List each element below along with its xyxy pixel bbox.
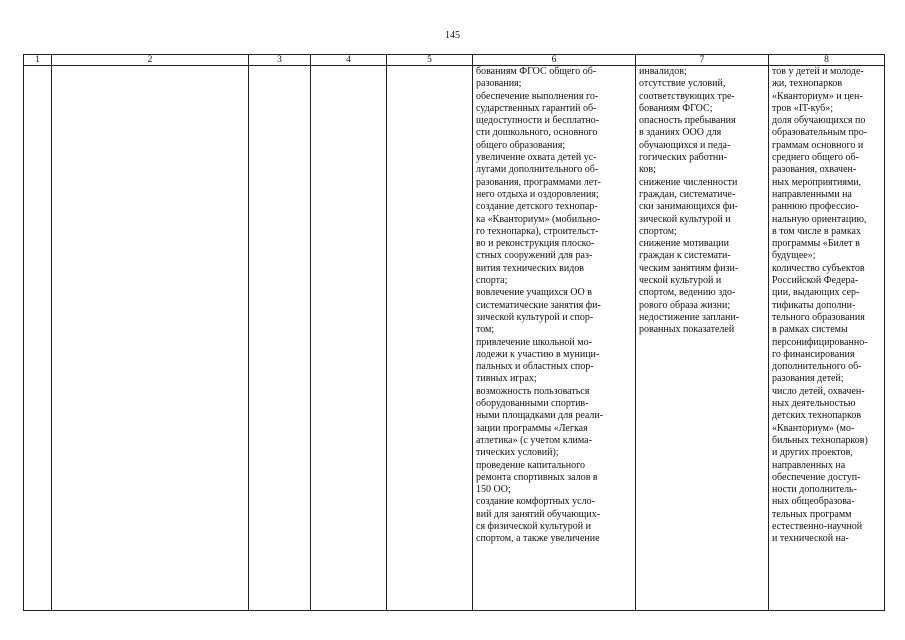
text-line: спортом, а также увеличение <box>476 533 600 545</box>
text-line: раннюю профессио- <box>772 201 859 213</box>
text-line: ными площадками для реали- <box>476 410 604 422</box>
text-line: привлечение школьной мо- <box>476 336 592 348</box>
text-line: систематические занятия фи- <box>476 299 601 311</box>
text-line: тров «IT-куб»; <box>772 102 834 114</box>
cell-col3 <box>249 66 311 611</box>
text-line: ции, выдающих сер- <box>772 287 860 299</box>
text-line: спортом, ведению здо- <box>639 287 736 299</box>
cell-col8 <box>769 66 885 611</box>
text-line: го финансирования <box>772 348 855 360</box>
column-header-3: 3 <box>249 55 311 66</box>
text-line: зической культурой и <box>639 213 731 225</box>
text-line: нальную ориентацию, <box>772 213 867 225</box>
document-table <box>23 54 885 611</box>
text-line: тификаты дополни- <box>772 299 856 311</box>
text-line: бильных технопарков) <box>772 434 868 446</box>
text-line: ческой культурой и <box>639 275 722 287</box>
cell-col7 <box>636 66 769 611</box>
text-line: и технической на- <box>772 533 849 545</box>
cell-col5 <box>387 66 473 611</box>
text-line: ся физической культурой и <box>476 520 591 532</box>
text-line: создание комфортных усло- <box>476 496 595 508</box>
text-line: инвалидов; <box>639 66 687 77</box>
text-line: недостижение заплани- <box>639 311 740 323</box>
text-line: ремонта спортивных залов в <box>476 471 598 483</box>
text-line: ка «Кванториум» (мобильно- <box>476 213 601 225</box>
text-line: среднего общего об- <box>772 152 859 164</box>
text-line: естественно-научной <box>772 520 863 532</box>
text-line: доля обучающихся по <box>772 115 866 127</box>
text-line: сти дошкольного, основного <box>476 127 598 139</box>
text-line: разования; <box>476 78 522 90</box>
text-line: Российской Федера- <box>772 275 859 287</box>
text-line: персонифицированно- <box>772 336 868 348</box>
table-row <box>24 66 885 611</box>
text-line: сударственных гарантий об- <box>476 102 597 114</box>
text-line: атлетика» (с учетом клима- <box>476 434 592 446</box>
text-line: бованиям ФГОС общего об- <box>476 66 597 77</box>
text-line: вовлечение учащихся ОО в <box>476 287 592 299</box>
text-line: спортом; <box>639 225 677 237</box>
column-header-2: 2 <box>52 55 249 66</box>
text-line: стных сооружений для раз- <box>476 250 593 262</box>
text-line: обучающихся и педа- <box>639 139 731 151</box>
text-line: ных общеобразова- <box>772 496 855 508</box>
column-header-8: 8 <box>769 55 885 66</box>
text-line: разования, программами лет- <box>476 176 601 188</box>
text-line: программы «Билет в <box>772 238 860 250</box>
text-line: во и реконструкция плоско- <box>476 238 595 250</box>
text-line: в зданиях ООО для <box>639 127 722 139</box>
text-line: граммам основного и <box>772 139 864 151</box>
text-line: го технопарка), строительст- <box>476 225 599 237</box>
text-line: бованиям ФГОС; <box>639 102 713 114</box>
cell-col6 <box>473 66 636 611</box>
column-header-6: 6 <box>473 55 636 66</box>
text-line: разования, охвачен- <box>772 164 857 176</box>
cell-col4 <box>311 66 387 611</box>
text-line: граждан к системати- <box>639 250 731 262</box>
column-header-1: 1 <box>24 55 52 66</box>
text-line: граждан, систематиче- <box>639 188 736 200</box>
text-line: разования детей; <box>772 373 844 385</box>
text-line: тивных играх; <box>476 373 537 385</box>
text-line: опасность пребывания <box>639 115 736 127</box>
text-line: направленных на <box>772 459 846 471</box>
page-number: 145 <box>445 30 460 41</box>
col7-text <box>636 66 768 337</box>
text-line: вий для занятий обучающих- <box>476 508 601 520</box>
text-line: создание детского технопар- <box>476 201 598 213</box>
text-line: рового образа жизни; <box>639 299 731 311</box>
text-line: в рамках системы <box>772 324 848 336</box>
col8-text <box>769 66 884 546</box>
cell-col2 <box>52 66 249 611</box>
text-line: общего образования; <box>476 139 566 151</box>
text-line: ных деятельностью <box>772 398 856 410</box>
text-line: него отдыха и оздоровления; <box>476 188 599 200</box>
text-line: спорта; <box>476 275 508 287</box>
text-line: тельного образования <box>772 311 865 323</box>
text-line: вития технических видов <box>476 262 585 274</box>
text-line: возможность пользоваться <box>476 385 590 397</box>
text-line: зации программы «Легкая <box>476 422 588 434</box>
column-header-4: 4 <box>311 55 387 66</box>
text-line: обеспечение выполнения го- <box>476 90 599 102</box>
text-line: увеличение охвата детей ус- <box>476 152 597 164</box>
text-line: проведение капитального <box>476 459 585 471</box>
cell-col1 <box>24 66 52 611</box>
text-line: направленными на <box>772 188 852 200</box>
text-line: «Кванториум» и цен- <box>772 90 863 102</box>
text-line: рованных показателей <box>639 324 735 336</box>
text-line: и других проектов, <box>772 447 853 459</box>
text-line: 150 ОО; <box>476 484 511 496</box>
text-line: лугами дополнительного об- <box>476 164 599 176</box>
text-line: ческим занятиям физи- <box>639 262 739 274</box>
text-line: образовательным про- <box>772 127 868 139</box>
column-header-5: 5 <box>387 55 473 66</box>
text-line: число детей, охвачен- <box>772 385 865 397</box>
text-line: щедоступности и бесплатно- <box>476 115 600 127</box>
text-line: в том числе в рамках <box>772 225 861 237</box>
text-line: гогических работни- <box>639 152 727 164</box>
text-line: соответствующих тре- <box>639 90 735 102</box>
column-header-7: 7 <box>636 55 769 66</box>
text-line: том; <box>476 324 495 336</box>
text-line: зической культурой и спор- <box>476 311 594 323</box>
text-line: количество субъектов <box>772 262 865 274</box>
text-line: оборудованными спортив- <box>476 398 589 410</box>
text-line: лодежи к участию в муници- <box>476 348 600 360</box>
text-line: ски занимающихся фи- <box>639 201 738 213</box>
text-line: снижение мотивации <box>639 238 729 250</box>
text-line: тельных программ <box>772 508 852 520</box>
text-line: жи, технопарков <box>772 78 843 90</box>
text-line: ных мероприятиями, <box>772 176 862 188</box>
text-line: дополнительного об- <box>772 361 862 373</box>
text-line: обеспечение доступ- <box>772 471 861 483</box>
column-number-row <box>24 55 885 66</box>
col6-text <box>473 66 635 546</box>
text-line: снижение численности <box>639 176 738 188</box>
text-line: ков; <box>639 164 656 176</box>
text-line: тических условий); <box>476 447 559 459</box>
text-line: «Кванториум» (мо- <box>772 422 855 434</box>
text-line: ности дополнитель- <box>772 484 857 496</box>
text-line: детских технопарков <box>772 410 862 422</box>
text-line: тов у детей и молоде- <box>772 66 864 77</box>
text-line: будущее»; <box>772 250 816 262</box>
text-line: пальных и областных спор- <box>476 361 594 373</box>
text-line: отсутствие условий, <box>639 78 726 90</box>
